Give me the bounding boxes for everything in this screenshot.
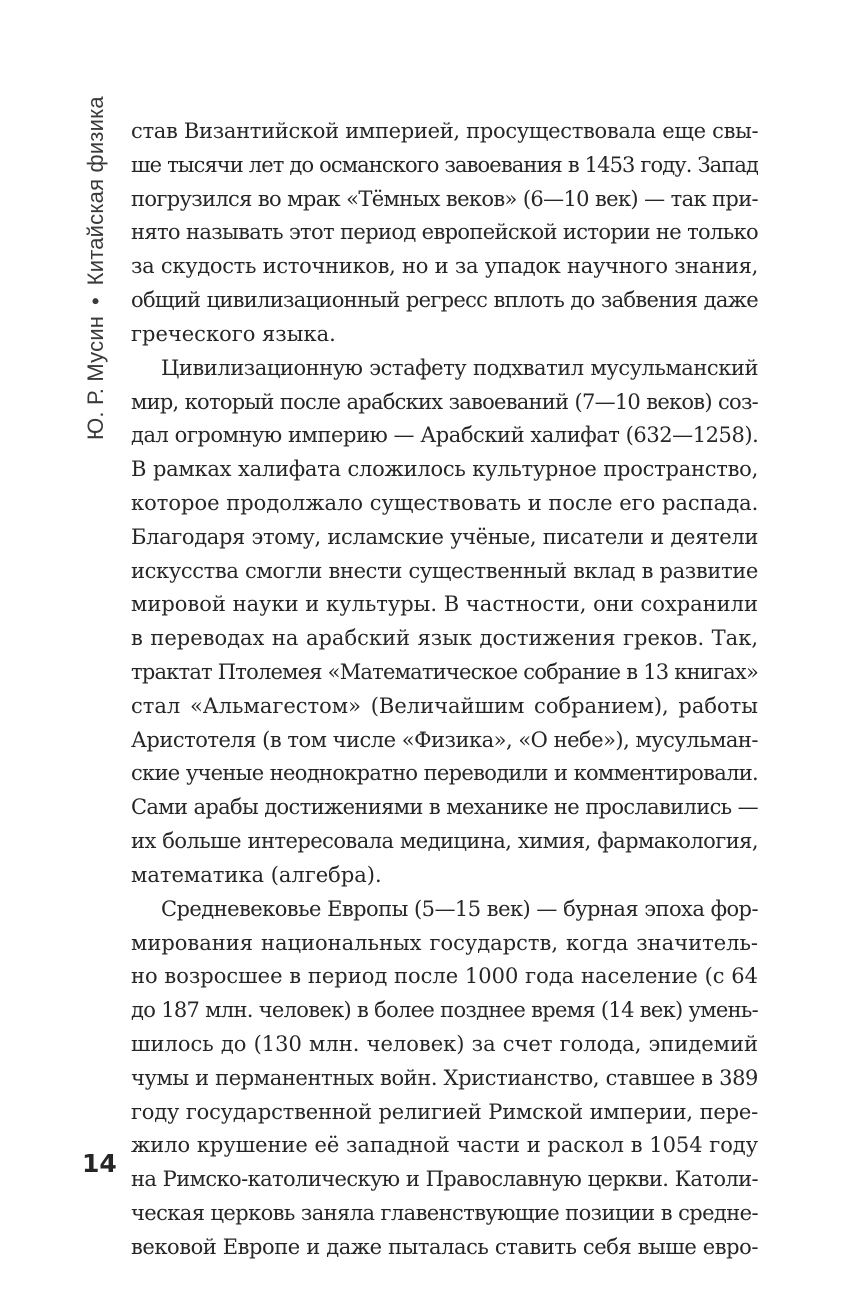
paragraph [131,352,758,893]
text-line: греческого языка. [131,321,336,346]
text-line: нято называть этот период европейской истории не только [131,220,758,245]
text-line: которое продолжало существовать и после его распада. [131,490,758,515]
text-line: общий цивилизационный регресс вплоть до забвения даже [131,288,758,313]
text-line: жило крушение её западной части и раскол в 1054 году [131,1133,758,1158]
text-line: в переводах на арабский язык достижения греков. Так, [131,626,758,651]
body-text [131,115,758,1265]
paragraph [131,115,758,352]
running-head-title: Китайская физика [83,96,108,286]
running-head-author: Ю. Р. Мусин [83,315,108,440]
text-line: Благодаря этому, исламские учёные, писатели и деятели [131,524,758,549]
text-line: мирования национальных государств, когда значитель- [131,930,758,955]
text-line: их больше интересовала медицина, химия, фармакология, [131,829,758,854]
text-line: году государственной религией Римской империи, пере- [131,1099,758,1124]
text-line: но возросшее в период после 1000 года население (с 64 [131,964,758,989]
text-line: мир, который после арабских завоеваний (7—10 веков) соз- [131,389,758,414]
text-line: трактат Птолемея «Математическое собрание в 13 книгах» [131,660,758,684]
text-line: Сами арабы достижениями в механике не прославились — [131,795,758,820]
text-line: на Римско-католическую и Православную церкви. Католи- [131,1167,758,1192]
text-line: ческая церковь заняла главенствующие позиции в средне- [131,1201,758,1225]
text-line: В рамках халифата сложилось культурное пространство, [131,457,758,482]
text-line: дал огромную империю — Арабский халифат (632—1258). [131,423,758,448]
text-line: шилось до (130 млн. человек) за счет голода, эпидемий [131,1031,758,1056]
text-line: искусства смогли внести существенный вклад в развитие [131,558,758,583]
running-head-separator: • [83,296,108,305]
paragraph [131,893,758,1265]
page-number: 14 [82,1149,117,1178]
text-line: чумы и перманентных войн. Христианство, ставшее в 389 [131,1065,758,1090]
text-line: до 187 млн. человек) в более позднее время (14 век) умень- [131,998,758,1023]
text-line: вековой Европе и даже пыталась ставить себя выше евро- [131,1234,758,1259]
text-line: мировой науки и культуры. В частности, они сохранили [131,592,758,617]
running-head [82,96,110,440]
text-line: Цивилизационную эстафету подхватил мусульманский [161,355,758,380]
text-line: став Византийской империей, просуществовала еще свы- [131,119,758,143]
text-line: погрузился во мрак «Тёмных веков» (6—10 век) — так при- [131,186,758,211]
text-line: ше тысячи лет до османского завоевания в 1453 году. Запад [131,152,758,177]
text-line: ские ученые неоднократно переводили и комментировали. [131,761,758,786]
text-line: стал «Альмагестом» (Величайшим собранием), работы [131,693,758,718]
text-line: за скудость источников, но и за упадок научного знания, [131,254,758,279]
text-line: Аристотеля (в том числе «Физика», «О небе»), мусульман- [131,727,758,752]
text-line: Средневековье Европы (5—15 век) — бурная эпоха фор- [161,896,758,921]
text-line: математика (алгебра). [131,862,382,887]
